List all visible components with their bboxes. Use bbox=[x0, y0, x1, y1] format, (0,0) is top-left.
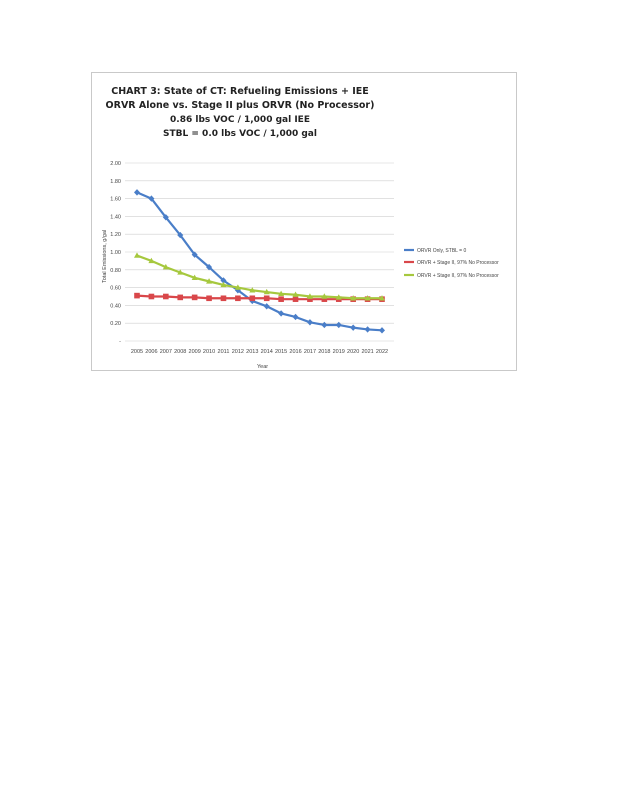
x-axis-ticks bbox=[131, 349, 388, 355]
x-axis-label: Year bbox=[257, 364, 269, 370]
data-point bbox=[321, 322, 327, 328]
y-tick-label: - bbox=[119, 339, 121, 345]
series bbox=[134, 189, 385, 333]
x-tick-label: 2014 bbox=[260, 349, 273, 355]
data-point bbox=[278, 296, 284, 302]
x-tick-label: 2006 bbox=[145, 349, 158, 355]
x-tick-label: 2022 bbox=[375, 349, 389, 355]
y-tick-label: 1.80 bbox=[110, 178, 121, 185]
x-tick-label: 2015 bbox=[274, 349, 288, 355]
chart-title-line-2: ORVR Alone vs. Stage II plus ORVR (No Processor) bbox=[105, 100, 375, 111]
x-tick-label: 2012 bbox=[231, 349, 245, 355]
y-tick-label: 1.00 bbox=[110, 250, 121, 256]
x-tick-label: 2010 bbox=[202, 349, 216, 355]
x-tick-label: 2018 bbox=[318, 349, 331, 355]
chart-title bbox=[106, 86, 375, 139]
y-axis-label: Total Emissions, g/gal bbox=[102, 229, 108, 283]
y-axis-ticks bbox=[110, 161, 121, 345]
data-point bbox=[336, 322, 342, 328]
data-point bbox=[149, 294, 155, 300]
chart-frame bbox=[91, 72, 517, 371]
x-tick-label: 2013 bbox=[246, 349, 259, 355]
y-tick-label: 0.60 bbox=[110, 285, 121, 292]
data-point bbox=[293, 314, 299, 320]
x-tick-label: 2009 bbox=[188, 349, 201, 355]
x-tick-label: 2008 bbox=[174, 349, 187, 355]
x-tick-label: 2017 bbox=[303, 349, 317, 355]
data-point bbox=[264, 295, 270, 301]
data-point bbox=[134, 293, 140, 299]
legend-label: ORVR + Stage II, 97% No Processor bbox=[417, 273, 499, 279]
data-point bbox=[249, 295, 255, 301]
series-line bbox=[137, 256, 382, 299]
x-tick-label: 2005 bbox=[130, 349, 144, 355]
data-point bbox=[365, 326, 371, 332]
y-tick-label: 0.40 bbox=[110, 303, 121, 310]
series-1 bbox=[134, 189, 385, 333]
x-tick-label: 2019 bbox=[332, 349, 345, 355]
x-tick-label: 2016 bbox=[289, 349, 302, 355]
x-tick-label: 2021 bbox=[361, 349, 374, 355]
legend-label: ORVR + Stage II, 97% No Processor bbox=[417, 260, 499, 266]
x-tick-label: 2020 bbox=[347, 349, 360, 355]
data-point bbox=[192, 295, 198, 301]
data-point bbox=[163, 294, 169, 300]
data-point bbox=[350, 324, 356, 330]
series-line bbox=[137, 192, 382, 330]
data-point bbox=[221, 295, 227, 301]
data-point bbox=[307, 319, 313, 325]
legend-label: ORVR Only, STBL = 0 bbox=[417, 248, 467, 254]
data-point bbox=[134, 252, 140, 257]
data-point bbox=[293, 296, 299, 302]
chart-title-line-4: STBL = 0.0 lbs VOC / 1,000 gal bbox=[163, 129, 317, 139]
y-tick-label: 0.20 bbox=[110, 321, 121, 328]
series-3 bbox=[134, 252, 385, 300]
chart-title-line-3: 0.86 lbs VOC / 1,000 gal IEE bbox=[170, 115, 310, 125]
y-tick-label: 0.80 bbox=[110, 267, 121, 274]
x-tick-label: 2011 bbox=[217, 349, 230, 355]
data-point bbox=[235, 295, 241, 301]
y-tick-label: 1.40 bbox=[110, 214, 121, 221]
data-point bbox=[177, 295, 183, 301]
data-point bbox=[206, 295, 212, 301]
data-point bbox=[134, 189, 140, 195]
data-point bbox=[379, 327, 385, 333]
y-tick-label: 2.00 bbox=[110, 161, 121, 167]
y-tick-label: 1.60 bbox=[110, 196, 121, 203]
grid bbox=[125, 163, 394, 341]
x-tick-label: 2007 bbox=[159, 349, 172, 355]
y-tick-label: 1.20 bbox=[110, 232, 121, 239]
chart-title-line-1: CHART 3: State of CT: Refueling Emissions + IEE bbox=[111, 86, 369, 97]
legend bbox=[404, 248, 499, 279]
chart-svg bbox=[92, 73, 518, 372]
